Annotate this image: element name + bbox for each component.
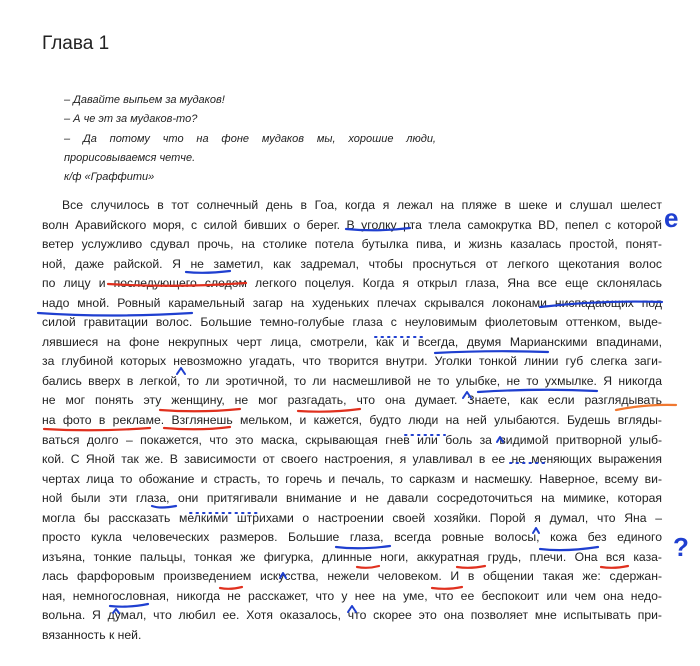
body-line: изъяна, тонкие пальцы, тонкая же фигурка, длинные ноги, аккуратная грудь, плечи. Она вся каза- bbox=[42, 549, 662, 564]
body-line: чертах лица то обожание и страсть, то горечь и печаль, то сарказм и насмешку. Наверное, всему ви- bbox=[42, 471, 662, 486]
epigraph-source: к/ф «Граффити» bbox=[64, 171, 155, 184]
body-line: надо мной. Ровный карамельный загар на худеньких плечах скрывался локонами ниспадающих под bbox=[42, 295, 662, 310]
epigraph-line: – Да потому что на фоне мудаков мы, хорошие люди, bbox=[64, 132, 436, 145]
epigraph bbox=[64, 91, 436, 187]
margin-notes bbox=[664, 203, 689, 562]
body-line: ной были эти глаза, они притягивали внимание и не давали сосредоточиться на мимике, которая bbox=[42, 491, 662, 506]
body-line: ваться долго – покажется, что это маска, скрывающая гнев или боль за видимой притворной улыб- bbox=[42, 432, 662, 447]
chapter-title: Глава 1 bbox=[42, 33, 110, 54]
body-line: лась фарфоровым произведением искусства, нежели человеком. И в общении такая же: сдержан- bbox=[42, 569, 662, 584]
epigraph-line: – А че эт за мудаков-то? bbox=[64, 113, 198, 126]
epigraph-line: прорисовываемся четче. bbox=[64, 151, 196, 164]
body-line: ной, даже райской. Я не заметил, как задремал, чтобы проснуться от легкого щекотания волос bbox=[42, 256, 662, 271]
epigraph-line: – Давайте выпьем за мудаков! bbox=[64, 94, 225, 106]
body-line: Все случилось в тот солнечный день в Гоа, когда я лежал на пляже в шеке и слушал шелест bbox=[62, 198, 662, 212]
body-line: не мог понять эту женщину, не мог разгадать, что она думает. Знаете, как если разглядывать bbox=[42, 393, 662, 408]
margin-note-question: ? bbox=[673, 532, 689, 562]
body-line: могла бы рассказать мелкими штрихами о настроении своей хозяйки. Порой я думал, что Яна – bbox=[42, 510, 662, 525]
body-line: вязанность к ней. bbox=[42, 628, 142, 643]
body-line: на фото в рекламе. Взглянешь мельком, и кажется, будто люди на ней улыбаются. Будешь вгляды- bbox=[42, 413, 662, 428]
body-line: силой гравитации волос. Большие темно-голубые глаза с неуловимым фиолетовым оттенком, выде- bbox=[42, 315, 662, 330]
body-line: ветер услужливо сдувал прочь, на столике потела бутылка пива, и жизнь казалась простой, понят- bbox=[42, 237, 662, 252]
margin-note-letter: е bbox=[664, 203, 679, 233]
body-line: бались вверх в легкой, то ли эротичной, то ли насмешливой не то улыбке, не то ухмылке. Я никогда bbox=[42, 373, 662, 388]
body-line: лявшиеся на фоне некрупных черт лица, смотрели, как и всегда, двумя Марианскими впадинами, bbox=[42, 334, 662, 349]
body-line: кой. С Яной так же. В зависимости от своего настроения, я улавливал в ее не меняющих выражения bbox=[42, 452, 662, 467]
body-line: по лицу и последующего следом легкого поцелуя. Когда я открыл глаза, Яна все еще склонялась bbox=[42, 276, 662, 291]
body-line: просто кукла человеческих размеров. Большие глаза, всегда ровные волосы, кожа без единого bbox=[42, 530, 662, 545]
body-line: волн Аравийского моря, с силой бивших о берег. В уголку рта тлела самокрутка BD, пепел с которой bbox=[42, 217, 662, 232]
body-line: за глубиной которых невозможно угадать, что творится внутри. Уголки тонкой линии губ слегка заги- bbox=[42, 354, 662, 369]
body-line: вольна. Я думал, что любил ее. Хотя оказалось, что скорее это она позволяет мне испытывать при- bbox=[42, 608, 662, 623]
chapter-body bbox=[42, 196, 662, 646]
body-line: ная, немногословная, никогда не расскажет, что у нее на уме, что ее беспокоит или чем она недо- bbox=[42, 588, 662, 603]
